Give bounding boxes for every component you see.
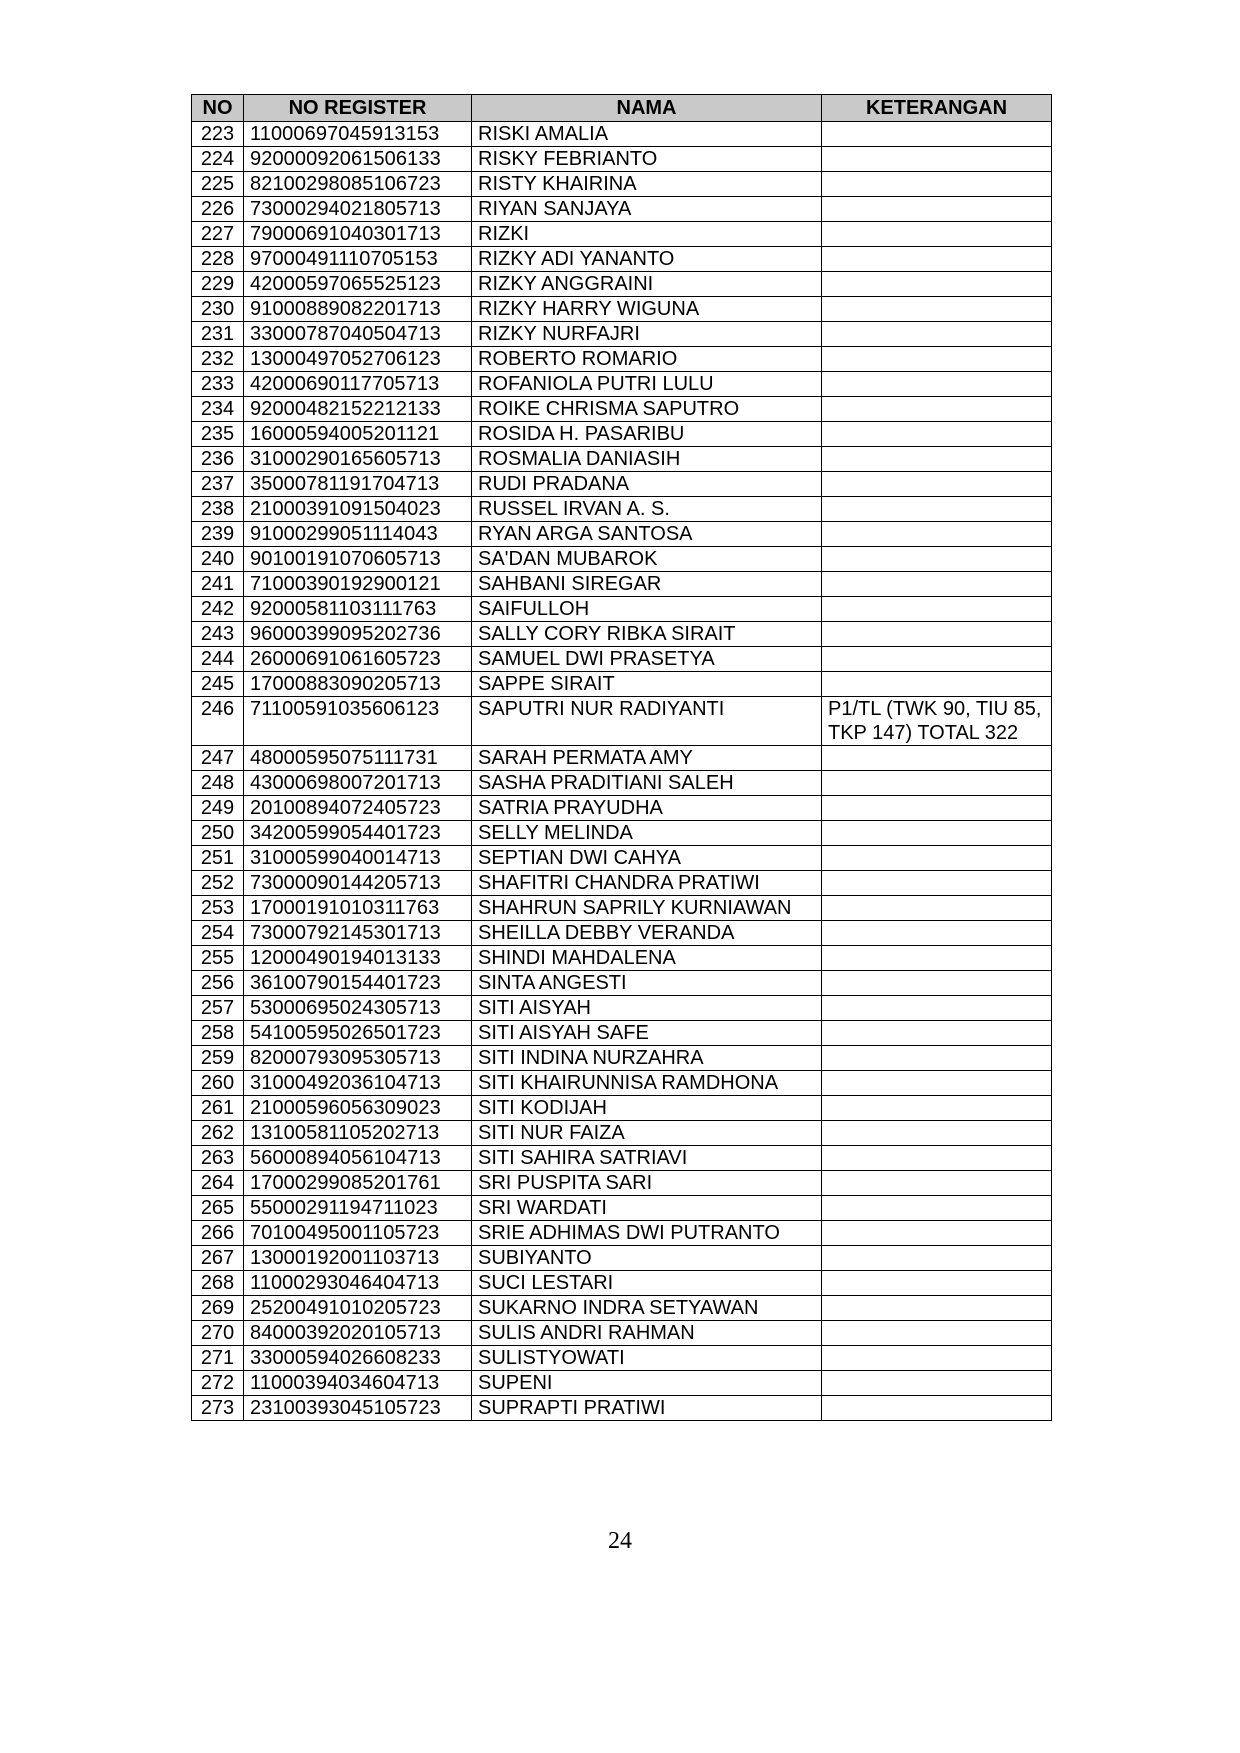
- cell-no: 223: [192, 122, 244, 147]
- cell-note: [822, 397, 1052, 422]
- cell-register: 42000690117705713: [244, 372, 472, 397]
- table-row: [192, 1271, 1052, 1296]
- cell-note: [822, 1296, 1052, 1321]
- cell-register: 91000299051114043: [244, 522, 472, 547]
- cell-no: 268: [192, 1271, 244, 1296]
- table-row: [192, 347, 1052, 372]
- cell-no: 252: [192, 871, 244, 896]
- table-row: [192, 397, 1052, 422]
- cell-note: [822, 821, 1052, 846]
- cell-no: 229: [192, 272, 244, 297]
- cell-register: 56000894056104713: [244, 1146, 472, 1171]
- table-row: [192, 796, 1052, 821]
- cell-no: 260: [192, 1071, 244, 1096]
- cell-note: [822, 1221, 1052, 1246]
- cell-name: RUDI PRADANA: [472, 472, 822, 497]
- cell-no: 251: [192, 846, 244, 871]
- cell-note: [822, 1146, 1052, 1171]
- cell-register: 82100298085106723: [244, 172, 472, 197]
- cell-no: 259: [192, 1046, 244, 1071]
- cell-note: [822, 921, 1052, 946]
- table-row: [192, 172, 1052, 197]
- cell-register: 16000594005201121: [244, 422, 472, 447]
- cell-note: [822, 147, 1052, 172]
- cell-note: [822, 1346, 1052, 1371]
- table-row: [192, 572, 1052, 597]
- cell-name: SITI SAHIRA SATRIAVI: [472, 1146, 822, 1171]
- table-row: [192, 247, 1052, 272]
- cell-register: 73000294021805713: [244, 197, 472, 222]
- cell-register: 71000390192900121: [244, 572, 472, 597]
- table-row: [192, 971, 1052, 996]
- cell-note: [822, 1321, 1052, 1346]
- cell-register: 35000781191704713: [244, 472, 472, 497]
- cell-note: [822, 497, 1052, 522]
- table-row: [192, 921, 1052, 946]
- cell-no: 233: [192, 372, 244, 397]
- table-row: [192, 1346, 1052, 1371]
- cell-no: 231: [192, 322, 244, 347]
- cell-no: 226: [192, 197, 244, 222]
- registration-table: [191, 94, 1052, 1421]
- cell-register: 70100495001105723: [244, 1221, 472, 1246]
- cell-note: [822, 1246, 1052, 1271]
- cell-no: 257: [192, 996, 244, 1021]
- table-body: [192, 122, 1052, 1421]
- cell-note: [822, 1121, 1052, 1146]
- cell-name: SUPRAPTI PRATIWI: [472, 1396, 822, 1421]
- cell-no: 263: [192, 1146, 244, 1171]
- table-row: [192, 147, 1052, 172]
- cell-name: RISKY FEBRIANTO: [472, 147, 822, 172]
- cell-name: SHAFITRI CHANDRA PRATIWI: [472, 871, 822, 896]
- cell-note: [822, 1196, 1052, 1221]
- cell-no: 246: [192, 697, 244, 746]
- cell-name: SHAHRUN SAPRILY KURNIAWAN: [472, 896, 822, 921]
- cell-name: RISTY KHAIRINA: [472, 172, 822, 197]
- table-row: [192, 1146, 1052, 1171]
- table-row: [192, 497, 1052, 522]
- cell-no: 248: [192, 771, 244, 796]
- cell-note: [822, 322, 1052, 347]
- cell-no: 239: [192, 522, 244, 547]
- cell-name: SUPENI: [472, 1371, 822, 1396]
- cell-register: 33000787040504713: [244, 322, 472, 347]
- cell-note: [822, 597, 1052, 622]
- cell-name: SINTA ANGESTI: [472, 971, 822, 996]
- cell-note: [822, 172, 1052, 197]
- cell-no: 267: [192, 1246, 244, 1271]
- cell-no: 261: [192, 1096, 244, 1121]
- table-row: [192, 547, 1052, 572]
- table-row: [192, 1021, 1052, 1046]
- table-row: [192, 122, 1052, 147]
- cell-name: SHEILLA DEBBY VERANDA: [472, 921, 822, 946]
- cell-register: 21000596056309023: [244, 1096, 472, 1121]
- cell-name: SULIS ANDRI RAHMAN: [472, 1321, 822, 1346]
- table-row: [192, 896, 1052, 921]
- table-row: [192, 197, 1052, 222]
- cell-note: [822, 222, 1052, 247]
- cell-name: SITI KODIJAH: [472, 1096, 822, 1121]
- cell-name: ROSIDA H. PASARIBU: [472, 422, 822, 447]
- cell-no: 247: [192, 746, 244, 771]
- cell-name: SITI INDINA NURZAHRA: [472, 1046, 822, 1071]
- cell-name: RIZKY ANGGRAINI: [472, 272, 822, 297]
- cell-name: SAPPE SIRAIT: [472, 672, 822, 697]
- cell-note: [822, 122, 1052, 147]
- cell-register: 54100595026501723: [244, 1021, 472, 1046]
- cell-no: 258: [192, 1021, 244, 1046]
- cell-no: 272: [192, 1371, 244, 1396]
- cell-note: [822, 297, 1052, 322]
- cell-no: 225: [192, 172, 244, 197]
- cell-note: [822, 1371, 1052, 1396]
- cell-name: SRI WARDATI: [472, 1196, 822, 1221]
- header-register: NO REGISTER: [244, 95, 472, 122]
- cell-no: 254: [192, 921, 244, 946]
- table-row: [192, 1121, 1052, 1146]
- cell-register: 25200491010205723: [244, 1296, 472, 1321]
- cell-no: 241: [192, 572, 244, 597]
- cell-note: [822, 1071, 1052, 1096]
- table-row: [192, 771, 1052, 796]
- cell-no: 236: [192, 447, 244, 472]
- cell-name: SALLY CORY RIBKA SIRAIT: [472, 622, 822, 647]
- cell-register: 13000497052706123: [244, 347, 472, 372]
- cell-register: 34200599054401723: [244, 821, 472, 846]
- cell-register: 97000491110705153: [244, 247, 472, 272]
- cell-register: 73000792145301713: [244, 921, 472, 946]
- cell-register: 31000599040014713: [244, 846, 472, 871]
- cell-no: 266: [192, 1221, 244, 1246]
- page-number: 24: [608, 1528, 632, 1554]
- cell-note: [822, 1021, 1052, 1046]
- cell-name: SUKARNO INDRA SETYAWAN: [472, 1296, 822, 1321]
- cell-note: [822, 197, 1052, 222]
- header-name: NAMA: [472, 95, 822, 122]
- cell-note: [822, 347, 1052, 372]
- cell-note: [822, 971, 1052, 996]
- cell-register: 31000290165605713: [244, 447, 472, 472]
- table-row: [192, 697, 1052, 746]
- table-row: [192, 597, 1052, 622]
- cell-no: 256: [192, 971, 244, 996]
- cell-note: [822, 672, 1052, 697]
- table-row: [192, 672, 1052, 697]
- cell-no: 270: [192, 1321, 244, 1346]
- table-row: [192, 1371, 1052, 1396]
- cell-register: 33000594026608233: [244, 1346, 472, 1371]
- cell-no: 227: [192, 222, 244, 247]
- cell-name: ROIKE CHRISMA SAPUTRO: [472, 397, 822, 422]
- cell-name: SAMUEL DWI PRASETYA: [472, 647, 822, 672]
- cell-note: [822, 622, 1052, 647]
- cell-name: ROFANIOLA PUTRI LULU: [472, 372, 822, 397]
- cell-no: 273: [192, 1396, 244, 1421]
- table-row: [192, 1321, 1052, 1346]
- cell-note: [822, 647, 1052, 672]
- cell-register: 55000291194711023: [244, 1196, 472, 1221]
- table-row: [192, 1246, 1052, 1271]
- cell-no: 238: [192, 497, 244, 522]
- cell-note: [822, 572, 1052, 597]
- cell-note: [822, 771, 1052, 796]
- table-row: [192, 871, 1052, 896]
- cell-note: [822, 522, 1052, 547]
- cell-note: [822, 796, 1052, 821]
- cell-no: 249: [192, 796, 244, 821]
- table-row: [192, 1296, 1052, 1321]
- cell-note: [822, 272, 1052, 297]
- cell-name: RIZKY HARRY WIGUNA: [472, 297, 822, 322]
- cell-no: 242: [192, 597, 244, 622]
- cell-note: [822, 1171, 1052, 1196]
- cell-register: 12000490194013133: [244, 946, 472, 971]
- table-row: [192, 1046, 1052, 1071]
- cell-name: SHINDI MAHDALENA: [472, 946, 822, 971]
- cell-register: 43000698007201713: [244, 771, 472, 796]
- header-no: NO: [192, 95, 244, 122]
- cell-note: [822, 746, 1052, 771]
- table-row: [192, 222, 1052, 247]
- cell-note: [822, 996, 1052, 1021]
- cell-no: 234: [192, 397, 244, 422]
- cell-note: [822, 896, 1052, 921]
- cell-register: 92000092061506133: [244, 147, 472, 172]
- table-row: [192, 447, 1052, 472]
- cell-no: 269: [192, 1296, 244, 1321]
- cell-no: 230: [192, 297, 244, 322]
- cell-name: RIZKI: [472, 222, 822, 247]
- cell-name: SATRIA PRAYUDHA: [472, 796, 822, 821]
- table-row: [192, 622, 1052, 647]
- cell-name: SASHA PRADITIANI SALEH: [472, 771, 822, 796]
- table-row: [192, 647, 1052, 672]
- table-row: [192, 272, 1052, 297]
- cell-register: 42000597065525123: [244, 272, 472, 297]
- cell-no: 244: [192, 647, 244, 672]
- cell-name: SELLY MELINDA: [472, 821, 822, 846]
- cell-name: SRIE ADHIMAS DWI PUTRANTO: [472, 1221, 822, 1246]
- cell-no: 232: [192, 347, 244, 372]
- cell-register: 26000691061605723: [244, 647, 472, 672]
- cell-register: 90100191070605713: [244, 547, 472, 572]
- cell-name: RIZKY NURFAJRI: [472, 322, 822, 347]
- cell-register: 36100790154401723: [244, 971, 472, 996]
- cell-no: 224: [192, 147, 244, 172]
- cell-no: 245: [192, 672, 244, 697]
- header-note: KETERANGAN: [822, 95, 1052, 122]
- cell-no: 228: [192, 247, 244, 272]
- cell-register: 13000192001103713: [244, 1246, 472, 1271]
- cell-note: [822, 447, 1052, 472]
- cell-register: 11000697045913153: [244, 122, 472, 147]
- table-row: [192, 297, 1052, 322]
- cell-register: 13100581105202713: [244, 1121, 472, 1146]
- cell-register: 82000793095305713: [244, 1046, 472, 1071]
- table-row: [192, 1171, 1052, 1196]
- cell-no: 250: [192, 821, 244, 846]
- cell-name: RUSSEL IRVAN A. S.: [472, 497, 822, 522]
- cell-name: SAPUTRI NUR RADIYANTI: [472, 697, 822, 746]
- cell-no: 255: [192, 946, 244, 971]
- cell-note: [822, 422, 1052, 447]
- cell-register: 79000691040301713: [244, 222, 472, 247]
- cell-name: RIZKY ADI YANANTO: [472, 247, 822, 272]
- cell-register: 84000392020105713: [244, 1321, 472, 1346]
- cell-note: [822, 1046, 1052, 1071]
- cell-name: RYAN ARGA SANTOSA: [472, 522, 822, 547]
- cell-name: SARAH PERMATA AMY: [472, 746, 822, 771]
- cell-note: [822, 472, 1052, 497]
- cell-name: ROBERTO ROMARIO: [472, 347, 822, 372]
- table-row: [192, 1071, 1052, 1096]
- cell-note: [822, 846, 1052, 871]
- table-row: [192, 821, 1052, 846]
- cell-no: 253: [192, 896, 244, 921]
- cell-name: SITI AISYAH SAFE: [472, 1021, 822, 1046]
- cell-name: SEPTIAN DWI CAHYA: [472, 846, 822, 871]
- cell-note: [822, 871, 1052, 896]
- cell-register: 11000394034604713: [244, 1371, 472, 1396]
- table-row: [192, 1196, 1052, 1221]
- cell-register: 48000595075111731: [244, 746, 472, 771]
- cell-no: 265: [192, 1196, 244, 1221]
- cell-note: [822, 1396, 1052, 1421]
- table-row: [192, 746, 1052, 771]
- cell-register: 92000581103111763: [244, 597, 472, 622]
- cell-register: 17000191010311763: [244, 896, 472, 921]
- cell-no: 235: [192, 422, 244, 447]
- cell-register: 23100393045105723: [244, 1396, 472, 1421]
- cell-register: 17000883090205713: [244, 672, 472, 697]
- cell-register: 11000293046404713: [244, 1271, 472, 1296]
- cell-register: 91000889082201713: [244, 297, 472, 322]
- cell-register: 20100894072405723: [244, 796, 472, 821]
- cell-name: RIYAN SANJAYA: [472, 197, 822, 222]
- table-row: [192, 322, 1052, 347]
- cell-name: SITI NUR FAIZA: [472, 1121, 822, 1146]
- cell-no: 271: [192, 1346, 244, 1371]
- cell-name: SAIFULLOH: [472, 597, 822, 622]
- cell-note: [822, 547, 1052, 572]
- cell-note: P1/TL (TWK 90, TIU 85, TKP 147) TOTAL 322: [822, 697, 1052, 746]
- table-row: [192, 946, 1052, 971]
- table-header-row: [192, 95, 1052, 122]
- cell-register: 21000391091504023: [244, 497, 472, 522]
- table-row: [192, 422, 1052, 447]
- table-row: [192, 372, 1052, 397]
- table-row: [192, 522, 1052, 547]
- cell-name: SITI AISYAH: [472, 996, 822, 1021]
- cell-note: [822, 372, 1052, 397]
- cell-name: SRI PUSPITA SARI: [472, 1171, 822, 1196]
- table-row: [192, 1396, 1052, 1421]
- cell-no: 237: [192, 472, 244, 497]
- cell-note: [822, 1096, 1052, 1121]
- cell-register: 31000492036104713: [244, 1071, 472, 1096]
- cell-name: SA'DAN MUBAROK: [472, 547, 822, 572]
- cell-no: 240: [192, 547, 244, 572]
- cell-name: SUCI LESTARI: [472, 1271, 822, 1296]
- cell-note: [822, 1271, 1052, 1296]
- cell-name: ROSMALIA DANIASIH: [472, 447, 822, 472]
- cell-register: 71100591035606123: [244, 697, 472, 746]
- cell-register: 17000299085201761: [244, 1171, 472, 1196]
- table-row: [192, 1096, 1052, 1121]
- cell-register: 73000090144205713: [244, 871, 472, 896]
- cell-note: [822, 247, 1052, 272]
- cell-name: SAHBANI SIREGAR: [472, 572, 822, 597]
- cell-no: 243: [192, 622, 244, 647]
- cell-name: RISKI AMALIA: [472, 122, 822, 147]
- cell-name: SULISTYOWATI: [472, 1346, 822, 1371]
- cell-note: [822, 946, 1052, 971]
- table-row: [192, 472, 1052, 497]
- table-row: [192, 1221, 1052, 1246]
- table-row: [192, 996, 1052, 1021]
- cell-name: SUBIYANTO: [472, 1246, 822, 1271]
- cell-register: 53000695024305713: [244, 996, 472, 1021]
- cell-no: 262: [192, 1121, 244, 1146]
- table-row: [192, 846, 1052, 871]
- cell-name: SITI KHAIRUNNISA RAMDHONA: [472, 1071, 822, 1096]
- cell-register: 96000399095202736: [244, 622, 472, 647]
- cell-no: 264: [192, 1171, 244, 1196]
- cell-register: 92000482152212133: [244, 397, 472, 422]
